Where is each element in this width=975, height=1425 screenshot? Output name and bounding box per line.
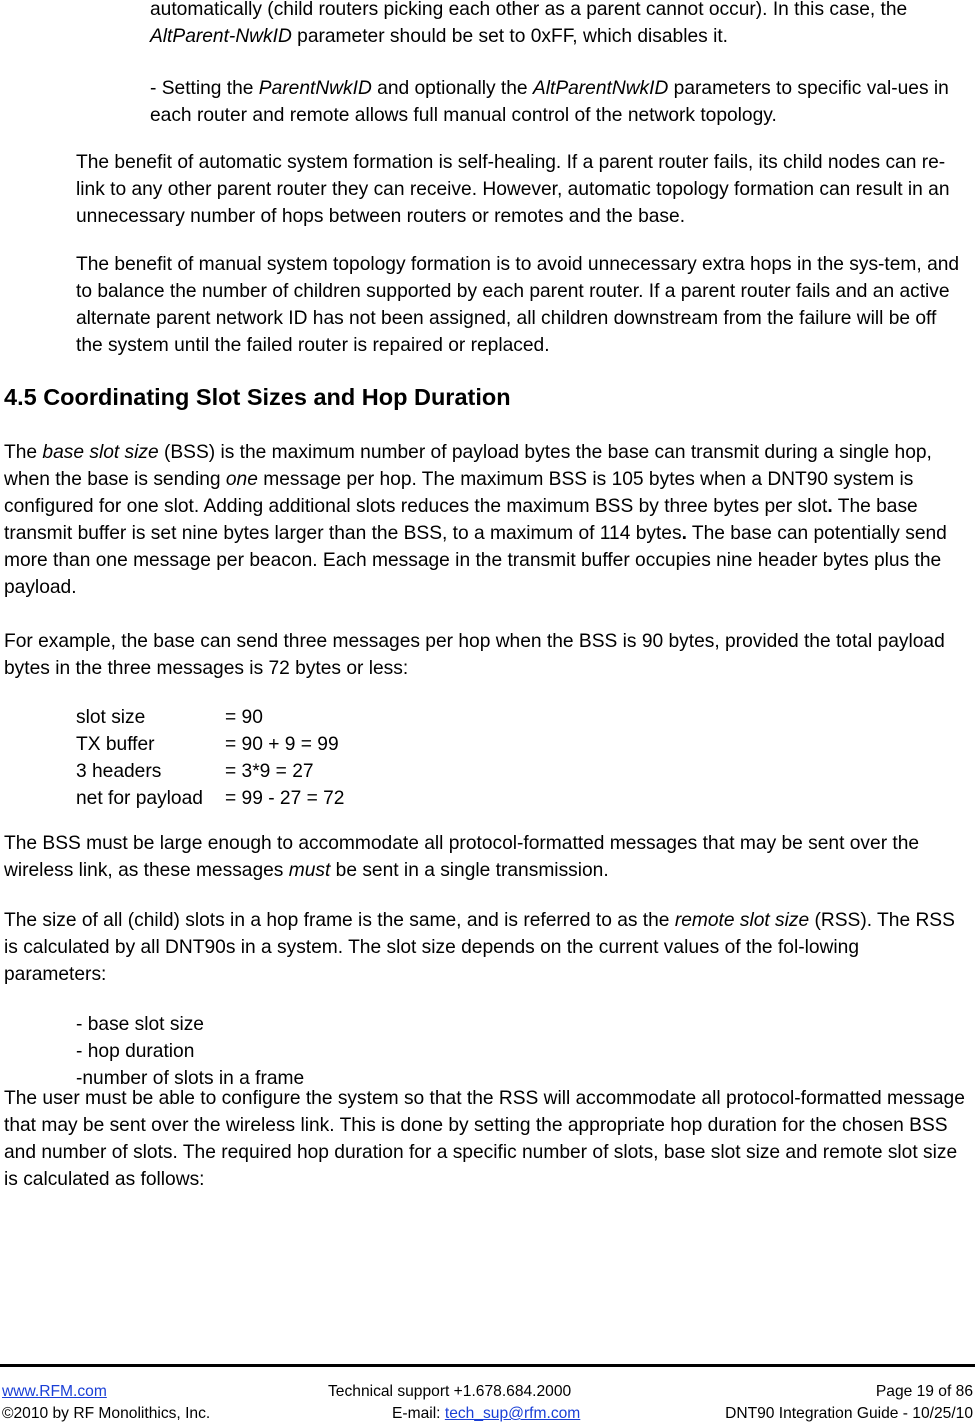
support-phone: Technical support +1.678.684.2000 bbox=[328, 1383, 572, 1400]
paragraph-manual-setting: - Setting the ParentNwkID and optionally the AltParentNwkID parameters to specific val-ues in each router and remote allows full manual control of the network topology. bbox=[150, 78, 949, 126]
footer-divider bbox=[0, 1364, 975, 1367]
paragraph-bss-requirement: The BSS must be large enough to accommodate all protocol-formatted messages that may be sent over the wireless link, as these messages must be sent in a single transmission. bbox=[4, 833, 920, 881]
calc-row: slot size = 90 bbox=[76, 707, 263, 728]
list-item: - hop duration bbox=[76, 1041, 195, 1062]
copyright-text: ©2010 by RF Monolithics, Inc. bbox=[2, 1405, 211, 1422]
calc-row: 3 headers = 3*9 = 27 bbox=[76, 761, 314, 782]
paragraph-base-slot-size: The base slot size (BSS) is the maximum number of payload bytes the base can transmit during a single hop, when the base is sending one message per hop. The maximum BSS is 105 bytes when a DNT90 system is configured for one slot. Adding additional slots reduces the maximum BSS by three bytes per slot. The base transmit buffer is set nine bytes larger than the BSS, to a maximum of 114 bytes. The base can potentially send more than one message per beacon. Each message in the transmit buffer occupies nine header bytes plus the payload. bbox=[4, 442, 947, 598]
section-heading: 4.5 Coordinating Slot Sizes and Hop Duration bbox=[4, 384, 511, 410]
list-item: -number of slots in a frame bbox=[76, 1068, 305, 1089]
paragraph-altparent: automatically (child routers picking each other as a parent cannot occur). In this case, the AltParent-NwkID parameter should be set to 0xFF, which disables it. bbox=[150, 0, 908, 47]
parameter-list bbox=[76, 1011, 304, 1092]
paragraph-automatic-benefit: The benefit of automatic system formation is self-healing. If a parent router fails, its child nodes can re-link to any other parent router they can receive. However, automatic topology formation can result in an unnecessary number of hops between routers or remotes and the base. bbox=[76, 152, 950, 227]
calc-row: net for payload = 99 - 27 = 72 bbox=[76, 788, 345, 809]
email-link[interactable]: tech_sup@rfm.com bbox=[444, 1405, 581, 1422]
paragraph-manual-benefit: The benefit of manual system topology formation is to avoid unnecessary extra hops in the sys-tem, and to balance the number of children supported by each parent router. If a parent router fails and an active alternate parent network ID has not been assigned, all children downstream from the failure will be off the system until the failed router is repaired or replaced. bbox=[76, 254, 960, 356]
paragraph-remote-slot-size: The size of all (child) slots in a hop frame is the same, and is referred to as the remote slot size (RSS). The RSS is calculated by all DNT90s in a system. The slot size depends on the current values of the fol-lowing parameters: bbox=[4, 910, 955, 985]
document-title: DNT90 Integration Guide - 10/25/10 bbox=[725, 1405, 973, 1422]
website-link[interactable]: www.RFM.com bbox=[2, 1383, 107, 1400]
calc-row: TX buffer = 90 + 9 = 99 bbox=[76, 734, 339, 755]
list-item: - base slot size bbox=[76, 1014, 204, 1035]
page-number: Page 19 of 86 bbox=[875, 1383, 973, 1400]
support-email: E-mail: tech_sup@rfm.com bbox=[392, 1405, 581, 1422]
paragraph-hop-duration: The user must be able to configure the system so that the RSS will accommodate all protocol-formatted message that may be sent over the wireless link. This is done by setting the appropriate hop duration for the chosen BSS and number of slots. The required hop duration for a specific number of slots, base slot size and remote slot size is calculated as follows: bbox=[4, 1088, 965, 1190]
calculation-table bbox=[76, 704, 344, 812]
paragraph-example: For example, the base can send three messages per hop when the BSS is 90 bytes, provided the total payload bytes in the three messages is 72 bytes or less: bbox=[4, 631, 945, 679]
